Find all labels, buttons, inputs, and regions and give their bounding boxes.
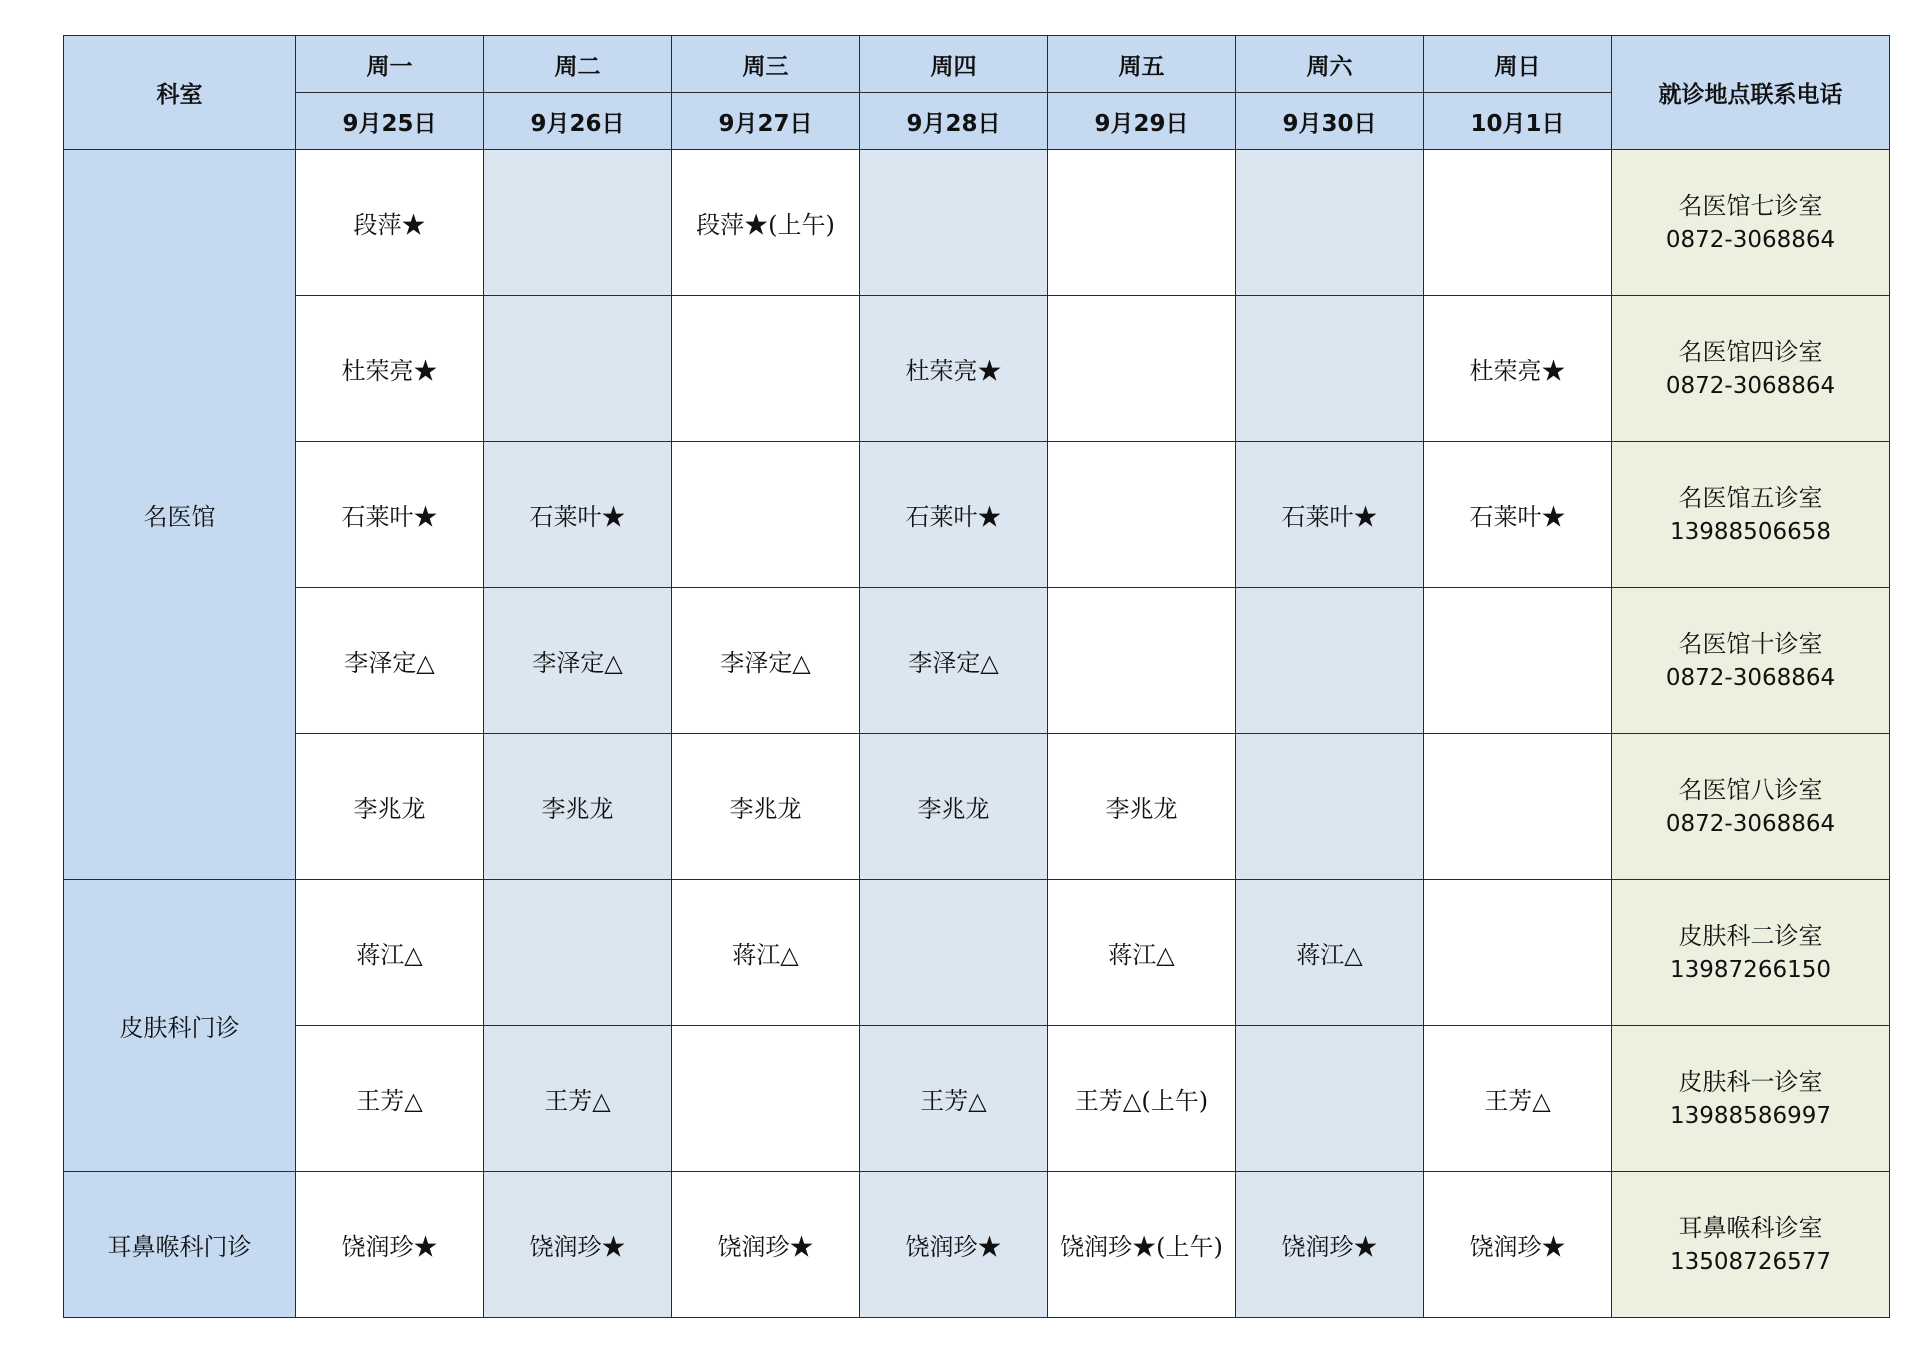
date-header-wed: 9月27日: [672, 93, 860, 150]
schedule-cell: [1424, 150, 1612, 296]
schedule-cell: 王芳△(上午): [1048, 1026, 1236, 1172]
schedule-cell: [1048, 442, 1236, 588]
schedule-cell: 石莱叶★: [1236, 442, 1424, 588]
schedule-cell: [1048, 296, 1236, 442]
phone-number: 13988506658: [1670, 518, 1831, 545]
schedule-cell: 李泽定△: [296, 588, 484, 734]
date-header-thu: 9月28日: [860, 93, 1048, 150]
table-row: [64, 442, 1890, 588]
schedule-cell: [484, 296, 672, 442]
schedule-cell: 李兆龙: [484, 734, 672, 880]
schedule-cell: 蒋江△: [296, 880, 484, 1026]
schedule-cell: [1424, 734, 1612, 880]
department-cell: 耳鼻喉科门诊: [64, 1172, 296, 1318]
weekday-header-mon: 周一: [296, 36, 484, 93]
schedule-cell: [672, 442, 860, 588]
date-header-sat: 9月30日: [1236, 93, 1424, 150]
schedule-cell: 王芳△: [860, 1026, 1048, 1172]
schedule-cell: 杜荣亮★: [296, 296, 484, 442]
schedule-cell: 饶润珍★: [860, 1172, 1048, 1318]
schedule-cell: 饶润珍★: [1236, 1172, 1424, 1318]
schedule-table: [63, 35, 1890, 1318]
table-row: [64, 150, 1890, 296]
schedule-cell: 饶润珍★(上午): [1048, 1172, 1236, 1318]
schedule-cell: 李兆龙: [672, 734, 860, 880]
location-cell: [1612, 1172, 1890, 1318]
schedule-cell: [672, 1026, 860, 1172]
schedule-cell: 蒋江△: [1236, 880, 1424, 1026]
room-name: 名医馆五诊室: [1678, 483, 1823, 512]
table-row: [64, 588, 1890, 734]
department-cell: 皮肤科门诊: [64, 880, 296, 1172]
location-cell: [1612, 588, 1890, 734]
weekday-header-sun: 周日: [1424, 36, 1612, 93]
department-column-header: 科室: [64, 36, 296, 150]
location-cell: [1612, 1026, 1890, 1172]
location-column-header: 就诊地点联系电话: [1612, 36, 1890, 150]
weekday-header-fri: 周五: [1048, 36, 1236, 93]
schedule-cell: [1048, 150, 1236, 296]
table-row: [64, 734, 1890, 880]
location-cell: [1612, 442, 1890, 588]
schedule-cell: 蒋江△: [672, 880, 860, 1026]
schedule-cell: 石莱叶★: [296, 442, 484, 588]
table-row: [64, 296, 1890, 442]
schedule-cell: 王芳△: [484, 1026, 672, 1172]
schedule-cell: 段萍★(上午): [672, 150, 860, 296]
schedule-cell: 李泽定△: [860, 588, 1048, 734]
weekday-header-tue: 周二: [484, 36, 672, 93]
department-cell: 名医馆: [64, 150, 296, 880]
schedule-cell: 石莱叶★: [1424, 442, 1612, 588]
schedule-cell: 石莱叶★: [484, 442, 672, 588]
schedule-cell: 王芳△: [296, 1026, 484, 1172]
location-cell: [1612, 150, 1890, 296]
phone-number: 0872-3068864: [1665, 226, 1836, 253]
schedule-cell: 段萍★: [296, 150, 484, 296]
schedule-cell: 杜荣亮★: [1424, 296, 1612, 442]
schedule-cell: [1236, 734, 1424, 880]
schedule-cell: [1236, 296, 1424, 442]
schedule-cell: [860, 880, 1048, 1026]
location-cell: [1612, 734, 1890, 880]
schedule-cell: 石莱叶★: [860, 442, 1048, 588]
room-name: 名医馆十诊室: [1678, 629, 1823, 658]
schedule-cell: [1236, 588, 1424, 734]
schedule-cell: [484, 880, 672, 1026]
schedule-cell: [860, 150, 1048, 296]
location-cell: [1612, 296, 1890, 442]
weekday-header-thu: 周四: [860, 36, 1048, 93]
schedule-cell: 李兆龙: [1048, 734, 1236, 880]
weekday-header-wed: 周三: [672, 36, 860, 93]
room-name: 名医馆八诊室: [1678, 775, 1823, 804]
room-name: 名医馆四诊室: [1678, 337, 1823, 366]
date-header-sun: 10月1日: [1424, 93, 1612, 150]
schedule-cell: 饶润珍★: [484, 1172, 672, 1318]
table-row: [64, 1172, 1890, 1318]
schedule-cell: 杜荣亮★: [860, 296, 1048, 442]
date-header-tue: 9月26日: [484, 93, 672, 150]
schedule-cell: 饶润珍★: [672, 1172, 860, 1318]
table-row: [64, 880, 1890, 1026]
phone-number: 13987266150: [1670, 956, 1831, 983]
room-name: 耳鼻喉科诊室: [1678, 1213, 1823, 1242]
schedule-cell: 李兆龙: [860, 734, 1048, 880]
phone-number: 0872-3068864: [1665, 372, 1836, 399]
schedule-cell: 饶润珍★: [1424, 1172, 1612, 1318]
phone-number: 13508726577: [1670, 1248, 1831, 1275]
room-name: 名医馆七诊室: [1678, 191, 1823, 220]
date-header-fri: 9月29日: [1048, 93, 1236, 150]
schedule-cell: [1236, 1026, 1424, 1172]
location-cell: [1612, 880, 1890, 1026]
room-name: 皮肤科二诊室: [1678, 921, 1823, 950]
schedule-cell: 李兆龙: [296, 734, 484, 880]
table-row: [64, 1026, 1890, 1172]
phone-number: 13988586997: [1670, 1102, 1831, 1129]
date-header-mon: 9月25日: [296, 93, 484, 150]
schedule-cell: 饶润珍★: [296, 1172, 484, 1318]
schedule-cell: [1424, 588, 1612, 734]
schedule-cell: 李泽定△: [672, 588, 860, 734]
schedule-cell: 王芳△: [1424, 1026, 1612, 1172]
schedule-cell: 李泽定△: [484, 588, 672, 734]
phone-number: 0872-3068864: [1665, 810, 1836, 837]
room-name: 皮肤科一诊室: [1678, 1067, 1823, 1096]
phone-number: 0872-3068864: [1665, 664, 1836, 691]
schedule-cell: [672, 296, 860, 442]
schedule-cell: 蒋江△: [1048, 880, 1236, 1026]
schedule-cell: [1236, 150, 1424, 296]
schedule-cell: [1424, 880, 1612, 1026]
weekday-header-sat: 周六: [1236, 36, 1424, 93]
schedule-cell: [484, 150, 672, 296]
schedule-cell: [1048, 588, 1236, 734]
